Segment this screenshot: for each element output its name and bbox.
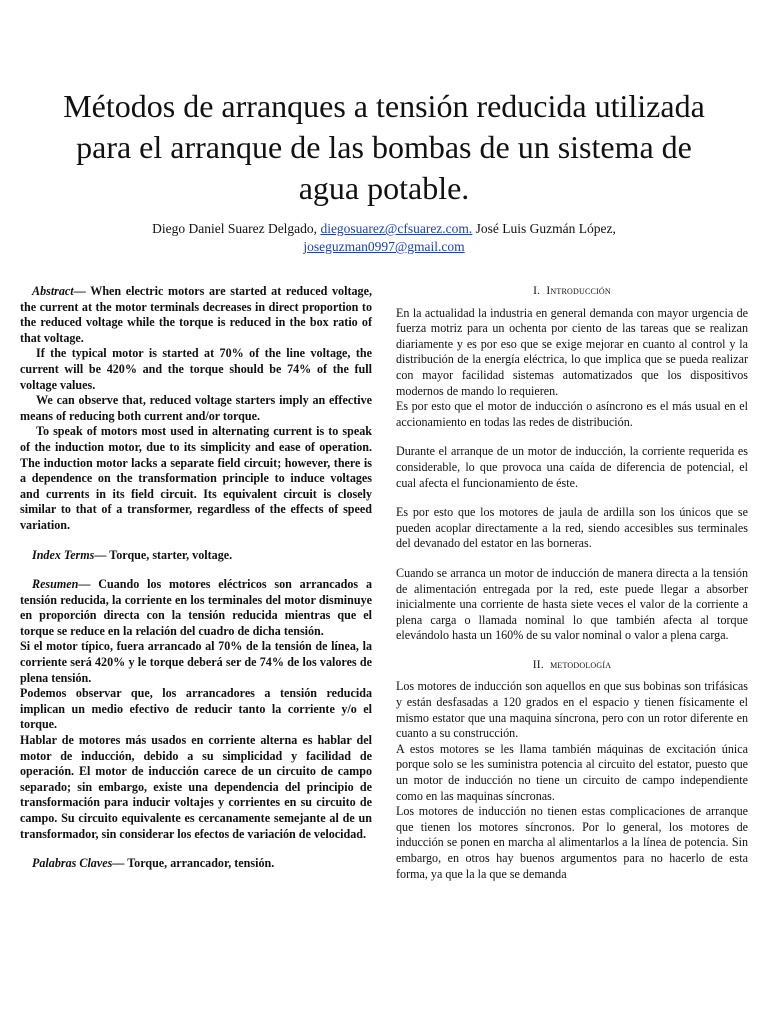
resumen-text-1: Cuando los motores eléctricos son arrancados a tensión reducida, la corriente en los terminales del motor disminuye en proporción directa con la tensión reducida mientras que el torque se reduce en la relación del cuadro de dicha tensión. <box>20 577 372 638</box>
palabras-claves <box>20 856 372 872</box>
index-terms-label: Index Terms <box>32 547 95 562</box>
author-email-2-link[interactable]: joseguzman0997@gmail.com <box>303 239 465 254</box>
section-1-title: Introducción <box>546 285 611 297</box>
section-2-numeral: II. <box>532 658 544 671</box>
abstract-paragraph-2: If the typical motor is started at 70% of the line voltage, the current will be 420% and the torque should be 74% of the full voltage values. <box>20 346 372 392</box>
paper-title: Métodos de arranques a tensión reducida utilizada para el arranque de las bombas de un sistema de agua potable. <box>63 88 705 206</box>
intro-paragraph-1: En la actualidad la industria en general demanda con mayor urgencia de fuerza motriz para un ochenta por ciento de las tareas que se realizan diariamente y es por eso que se exige mejorar en cuanto al control y la distribución de la energía eléctrica, lo que implica que se pueda realizar con mayor facilidad sistemas automatizados que los dispositivos modernos de mando lo requieren. <box>396 305 748 398</box>
left-column <box>20 284 372 872</box>
palabras-claves-dash: — <box>112 856 128 871</box>
palabras-claves-text: Torque, arrancador, tensión. <box>127 856 275 871</box>
author-name-1: Diego Daniel Suarez Delgado, <box>152 221 321 236</box>
intro-paragraph-4: Es por esto que los motores de jaula de ardilla son los únicos que se pueden acoplar directamente a la red, siendo accesibles sus terminales del devanado del estator en las borneras. <box>396 505 748 551</box>
author-email-1-link[interactable]: diegosuarez@cfsuarez.com. <box>320 221 473 236</box>
index-terms-text: Torque, starter, voltage. <box>109 547 233 562</box>
method-paragraph-2: A estos motores se les llama también máquinas de excitación única porque solo se les suministra potencia al circuito del estator, puesto que un motor de inducción no tiene un circuito de campo independiente como en las maquinas síncronas. <box>396 741 748 803</box>
abstract-text-1: When electric motors are started at reduced voltage, the current at the motor terminals decreases in direct proportion to the reduced voltage while the torque is reduced in the box ratio of that voltage. <box>20 284 372 345</box>
index-terms <box>20 548 372 564</box>
abstract-paragraph-1 <box>20 284 372 346</box>
method-paragraph-1: Los motores de inducción son aquellos en que sus bobinas son trifásicas y están desfasadas a 120 grados en el espacio y tienen físicamente el mismo estator que una maquina síncrona, pero con un rotor diferente en cuanto a su construcción. <box>396 679 748 741</box>
palabras-claves-label: Palabras Claves <box>32 856 113 871</box>
abstract-paragraph-4: To speak of motors most used in alternating current is to speak of the induction motor, due to its simplicity and ease of operation. The induction motor lacks a separate field circuit; however, there is a dependence on the transformation principle to induce voltages and currents in its field circuit. Its equivalent circuit is closely similar to that of a transformer, regardless of the effects of speed variation. <box>20 424 372 532</box>
resumen-paragraph-1 <box>20 577 372 639</box>
index-terms-dash: — <box>94 547 110 562</box>
section-2-title: metodología <box>550 658 612 671</box>
method-paragraph-3: Los motores de inducción no tienen estas complicaciones de arranque que tienen los motores síncronos. Por lo general, los motores de inducción se ponen en marcha al alimentarlos a la línea de potencia. Sin embargo, en otros hay buenos argumentos para no hacerlo de esta forma, ya que la la que se demanda <box>396 804 748 881</box>
intro-paragraph-3: Durante el arranque de un motor de inducción, la corriente requerida es considerable, lo que provoca una caída de diferencia de potencial, el cual afecta el funcionamiento de éste. <box>396 444 748 490</box>
resumen-paragraph-3: Podemos observar que, los arrancadores a tensión reducida implican un medio efectivo de reducir tanto la corriente y/o el torque. <box>20 686 372 732</box>
section-2-heading <box>396 658 748 674</box>
author-name-2: José Luis Guzmán López, <box>472 221 616 236</box>
right-column <box>396 284 748 881</box>
intro-paragraph-2: Es por esto que el motor de inducción o asíncrono es el más usual en el accionamiento en todas las redes de distribución. <box>396 399 748 429</box>
intro-paragraph-5: Cuando se arranca un motor de inducción de manera directa a la tensión de alimentación entregada por la red, este puede llegar a absorber inicialmente una corriente de hasta siete veces el valor de la corriente a plena carga o llamada nominal lo que también afecta al torque elevándolo hasta un 160% de su valor nominal o valor a plena carga. <box>396 565 748 643</box>
resumen-label: Resumen <box>32 577 79 592</box>
section-1-numeral: I. <box>533 285 541 297</box>
abstract-label: Abstract <box>32 284 74 298</box>
author-block <box>60 220 708 256</box>
resumen-paragraph-2: Si el motor típico, fuera arrancado al 70% de la tensión de línea, la corriente será 420% y le torque deberá ser de 74% de los valores de plena tensión. <box>20 639 372 685</box>
abstract-dash: — <box>73 284 91 298</box>
abstract-paragraph-3: We can observe that, reduced voltage starters imply an effective means of reducing both current and/or torque. <box>20 393 372 423</box>
section-1-heading <box>396 284 748 300</box>
resumen-dash: — <box>78 577 99 592</box>
resumen-paragraph-4: Hablar de motores más usados en corriente alterna es hablar del motor de inducción, debido a su simplicidad y facilidad de operación. El motor de inducción carece de un circuito de campo separado; sin embargo, existe una dependencia del principio de transformación para inducir voltajes y corrientes en su circuito de campo. Su circuito equivalente es cercanamente semejante al de un transformador, sin considerar los efectos de variación de velocidad. <box>20 733 372 841</box>
